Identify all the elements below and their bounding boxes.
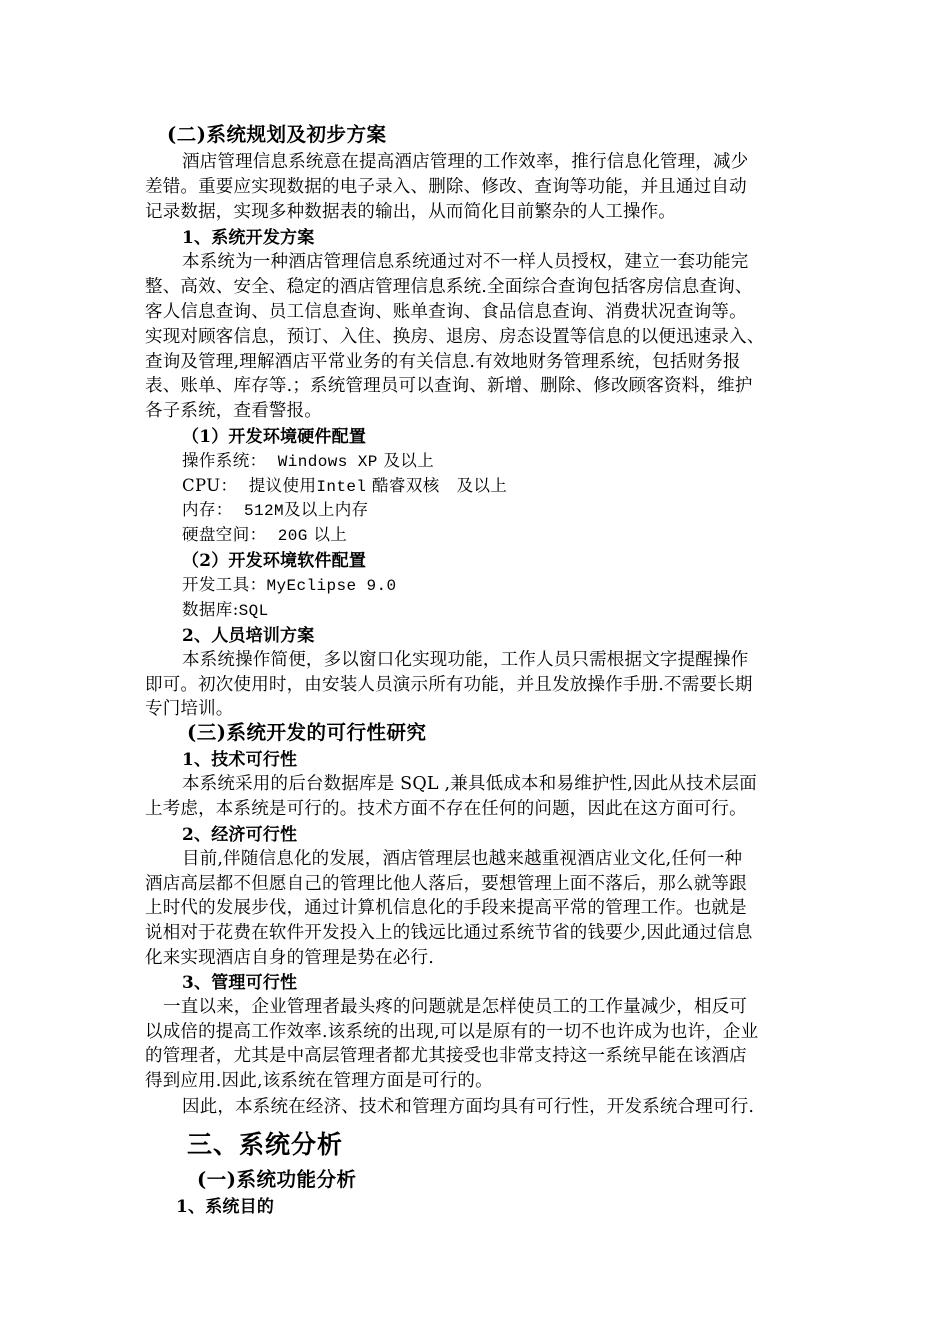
- spec-value: Intel: [316, 478, 367, 496]
- section-heading-planning: (二)系统规划及初步方案: [167, 123, 387, 146]
- spec-os: [182, 449, 852, 474]
- spec-label: 硬盘空间：: [182, 525, 267, 544]
- paragraph-line: 酒店高层都不但愿自己的管理比他人落后，要想管理上面不落后，那么就等跟: [145, 874, 747, 894]
- paragraph-line: 化来实现酒店自身的管理是势在必行.: [145, 948, 434, 968]
- paragraph-line: 酒店管理信息系统意在提高酒店管理的工作效率，推行信息化管理，减少: [182, 152, 749, 172]
- subsection-heading-dev-plan: 1、系统开发方案: [182, 228, 315, 248]
- paragraph-line: 即可。初次使用时，由安装人员演示所有功能，并且发放操作手册.不需要长期: [145, 675, 753, 695]
- spec-label: CPU：: [182, 476, 238, 495]
- section-heading-function-analysis: (一)系统功能分析: [197, 1168, 357, 1191]
- chapter-heading: 三、系统分析: [187, 1130, 344, 1159]
- spec-value: 酷睿双核: [372, 476, 440, 495]
- paragraph-line: 查询及管理,理解酒店平常业务的有关信息.有效地财务管理系统，包括财务报: [145, 352, 741, 372]
- spec-label: 数据库:: [182, 600, 239, 619]
- subsection-heading-management: 3、管理可行性: [182, 973, 298, 993]
- spec-label: 开发工具：: [182, 575, 267, 594]
- subsection-heading-economic: 2、经济可行性: [182, 825, 298, 845]
- spec-value: 20G: [277, 527, 308, 545]
- subsection-heading-goal: 1、系统目的: [176, 1197, 275, 1217]
- spec-dev-tool: [182, 573, 852, 598]
- spec-suffix: 及以上: [456, 476, 508, 495]
- spec-suffix: 以上: [313, 525, 348, 544]
- paragraph-line: 一直以来，企业管理者最头疼的问题就是怎样使员工的工作量减少，相反可: [163, 997, 748, 1017]
- section-heading-feasibility: (三)系统开发的可行性研究: [187, 721, 427, 744]
- paragraph-line: 目前,伴随信息化的发展，酒店管理层也越来越重视酒店业文化,任何一种: [182, 849, 743, 869]
- spec-value: 512M: [244, 502, 285, 520]
- spec-suffix: 及以上内存: [284, 500, 369, 519]
- paragraph-line: 差错。重要应实现数据的电子录入、删除、修改、查询等功能，并且通过自动: [145, 177, 747, 197]
- paragraph-line: 本系统为一种酒店管理信息系统通过对不一样人员授权，建立一套功能完: [182, 252, 749, 272]
- paragraph-line: 表、账单、库存等.；系统管理员可以查询、新增、删除、修改顾客资料，维护: [145, 376, 753, 396]
- subsection-heading-training: 2、人员培训方案: [182, 626, 315, 646]
- spec-database: [182, 598, 852, 623]
- subsection-heading-tech: 1、技术可行性: [182, 750, 298, 770]
- spec-label: 内存：: [182, 500, 233, 519]
- spec-value: 提议使用: [248, 476, 317, 495]
- software-config-heading: （2）开发环境软件配置: [182, 551, 367, 571]
- paragraph-line: 本系统操作简便，多以窗口化实现功能，工作人员只需根据文字提醒操作: [182, 650, 749, 670]
- paragraph-line: 实现对顾客信息，预订、入住、换房、退房、房态设置等信息的以便迅速录入、: [145, 327, 765, 347]
- hardware-config-heading: （1）开发环境硬件配置: [182, 427, 367, 447]
- spec-value: Windows XP: [277, 453, 378, 471]
- paragraph-line: 各子系统，查看警报。: [145, 401, 322, 421]
- spec-value: MyEclipse 9.0: [266, 577, 397, 595]
- paragraph-line: 客人信息查询、员工信息查询、账单查询、食品信息查询、消费状况查询等。: [145, 302, 747, 322]
- spec-value: SQL: [238, 602, 269, 620]
- conclusion-line: 因此，本系统在经济、技术和管理方面均具有可行性，开发系统合理可行.: [182, 1097, 755, 1117]
- paragraph-line: 的管理者，尤其是中高层管理者都尤其接受也非常支持这一系统早能在该酒店: [145, 1046, 747, 1066]
- spec-memory: [182, 498, 852, 523]
- paragraph-line: 整、高效、安全、稳定的酒店管理信息系统.全面综合查询包括客房信息查询、: [145, 277, 753, 297]
- paragraph-line: 得到应用.因此,该系统在管理方面是可行的。: [145, 1071, 493, 1091]
- paragraph-line: 记录数据，实现多种数据表的输出，从而简化目前繁杂的人工操作。: [145, 202, 676, 222]
- spec-suffix: 及以上: [383, 451, 435, 470]
- paragraph-line: 专门培训。: [145, 699, 234, 719]
- spec-cpu: [182, 474, 852, 499]
- paragraph-line: 以成倍的提高工作效率.该系统的出现,可以是原有的一切不也许成为也许，企业: [145, 1022, 759, 1042]
- paragraph-line: 上考虑，本系统是可行的。技术方面不存在任何的问题，因此在这方面可行。: [145, 799, 747, 819]
- paragraph-line: 说相对于花费在软件开发投入上的钱远比通过系统节省的钱要少,因此通过信息: [145, 923, 753, 943]
- paragraph-line: 上时代的发展步伐，通过计算机信息化的手段来提高平常的管理工作。也就是: [145, 898, 747, 918]
- spec-label: 操作系统：: [182, 451, 267, 470]
- spec-disk: [182, 523, 852, 548]
- paragraph-line: 本系统采用的后台数据库是 SQL ,兼具低成本和易维护性,因此从技术层面: [182, 774, 757, 794]
